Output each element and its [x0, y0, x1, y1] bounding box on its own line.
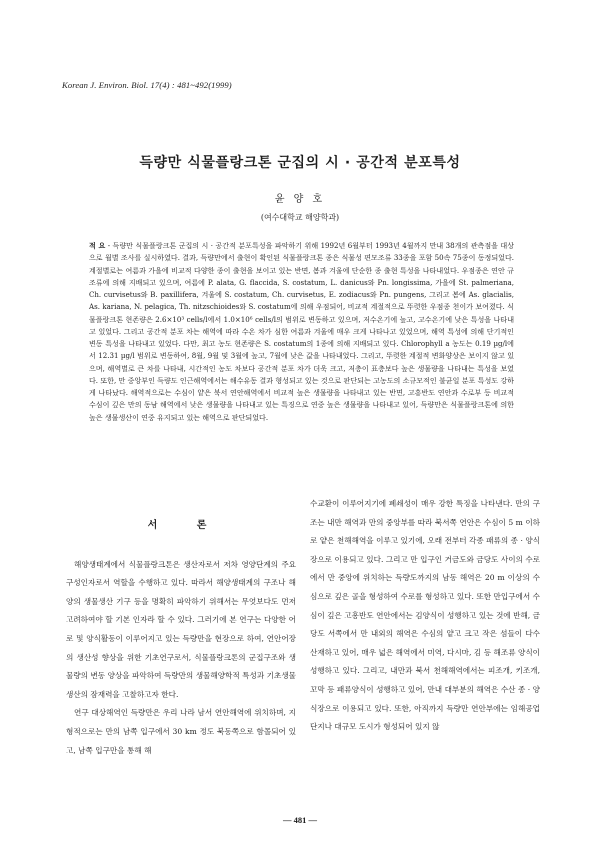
section-heading-introduction: 서 론: [147, 520, 225, 531]
body-paragraph: 수교환이 이루어지기에 폐쇄성이 매우 강한 특징을 나타낸다. 만의 구조는 내만 해역과 만의 중앙부를 따라 북서쪽 연안은 수심이 5 m 이하로 얕은 천해해역을 이루고 있기에, 오래 전부터 각종 패류의 종 · 양식장으로 이용되고 있다. 그리고 만 입구인 거금도와 금당도 사이의 수로에서 만 중앙에 위치하는 득량도까지의 남동 해역은 20 m 이상의 수심으로 깊은 골을 형성하여 수로를 형성하고 있다. 또한 만입구에서 수심이 깊은 고흥반도 연안에서는 김양식이 성행하고 있는 것에 반해, 금당도 서쪽에서 만 내외의 해역은 수심의 얕고 크고 작은 섬들이 다수 산재하고 있어, 매우 넓은 해역에서 미역, 다시마, 김 등 해조류 양식이 성행하고 있다. 그리고, 내만과 북서 천해해역에서는 피조개, 키조개, 꼬막 등 패류양식이 성행하고 있어, 만내 대부분의 해역은 수산 종 · 양식장으로 이용되고 있다. 또한, 아직까지 득량만 연안부에는 임해공업단지나 대규모 도시가 형성되어 있지 않: [310, 499, 540, 732]
body-column-right: [310, 495, 540, 737]
body-column-left: [66, 495, 296, 760]
author-name: 윤 양 호: [274, 194, 326, 205]
paper-title: 득량만 식물플랑크톤 군집의 시 · 공간적 분포특성: [139, 155, 461, 171]
abstract-label: 적 요: [89, 241, 106, 250]
abstract-text: - 득량만 식물플랑크톤 군집의 시 · 공간적 분포특성을 파악하기 위해 1992년 6월부터 1993년 4월까지 만내 38개의 관측점을 대상으로 월별 조사를 실시하였다. 결과, 득량만에서 출현이 확인된 식물플랑크톤 종은 식물성 편모조류 33종을 포함 50속 75종이 동정되었다. 계절별로는 여름과 가을에 비교적 다양한 종이 출현을 보이고 있는 반면, 봄과 겨울에 단순한 종 출현 특성을 나타내었다. 우점종은 연안 규조류에 의해 지배되고 있으며, 여름에 P. alata, G. flaccida, S. costatum, L. danicus와 Pn. longissima, 가을에 St. palmeriana, Ch. curvisetus와 B. paxillifera, 겨울에 S. costatum, Ch. curvisetus, E. zodiacus와 Pn. pungens, 그리고 봄에 As. glacialis, As. kariana, N. pelagica, Th. nitzschioides와 S. costatum에 의해 우점되어, 비교적 계절적으로 뚜렷한 우점종 천이가 보여졌다. 식물플랑크톤 현존량은 2.6×10³ cells/l에서 1.0×10⁶ cells/l의 범위로 변동하고 있으며, 저수온기에 높고, 고수온기에 낮은 특성을 나타내고 있었다. 그리고 공간적 분포 차는 해역에 따라 수온 차가 심한 여름과 겨울에 매우 크게 나타나고 있었으며, 해역 특성에 의해 단기적인 변동 특성을 나타내고 있었다. 다만, 최고 농도 현존량은 S. costatum의 1종에 의해 지배되고 있다. Chlorophyll a 농도는 0.19 µg/l에서 12.31 µg/l 범위로 변동하여, 8월, 9월 및 3월에 높고, 7월에 낮은 값을 나타내었다. 그리고, 뚜렷한 계절적 변화양상은 보이지 않고 있으며, 해역별로 큰 차를 나타내, 시간적인 농도 차보다 공간적 분포 차가 더욱 크고, 저층이 표층보다 높은 생물량을 나타내는 특성을 보였다. 또한, 만 중앙부인 득량도 인근해역에서는 해수유동 결과 형성되고 있는 것으로 판단되는 고농도의 소규모적인 불균일 분포 특성도 강하게 나타났다. 해역적으로는 수심이 얕은 북서 연안해역에서 비교적 높은 생물량을 나타내고 있는 반면, 고흥반도 연안과 수로부 등 비교적 수심이 깊은 만의 동남 해역에서 낮은 생물량을 나타내고 있는 특징으로 연중 높은 생물량을 나타내고 있어, 득량만은 식물플랑크톤에 의한 높은 생물생산이 연중 유지되고 있는 해역으로 판단되었다.: [89, 241, 514, 422]
journal-citation: Korean J. Environ. Biol. 17(4) : 481~492(1999): [62, 80, 232, 90]
page-number: — 481 —: [283, 815, 317, 825]
author-affiliation: (여수대학교 해양학과): [260, 213, 340, 222]
body-paragraph: 해양생태계에서 식물플랑크톤은 생산자로서 저차 영양단계의 주요 구성인자로서 역할을 수행하고 있다. 따라서 해양생태계의 구조나 해양의 생물생산 기구 등을 명확히 파악하기 위해서는 무엇보다도 먼저 고려하여야 할 기본 인자라 할 수 있다. 그러기에 본 연구는 다양한 어로 및 양식활동이 이루어지고 있는 득량만을 현장으로 하여, 연안어장의 생산성 향상을 위한 기초연구로서, 식물플랑크톤의 군집구조와 생물량의 변동 양상을 파악하여 득량만의 생물해양학적 특성과 기초생물생산의 잠재력을 고찰하고자 한다.: [66, 559, 296, 699]
abstract-block: [89, 240, 514, 424]
body-paragraph: 연구 대상해역인 득량만은 우리 나라 남서 연안해역에 위치하며, 지형적으로는 만의 남쪽 입구에서 30 km 정도 북동쪽으로 함몰되어 있고, 남쪽 입구만을 통해 해: [66, 708, 296, 755]
